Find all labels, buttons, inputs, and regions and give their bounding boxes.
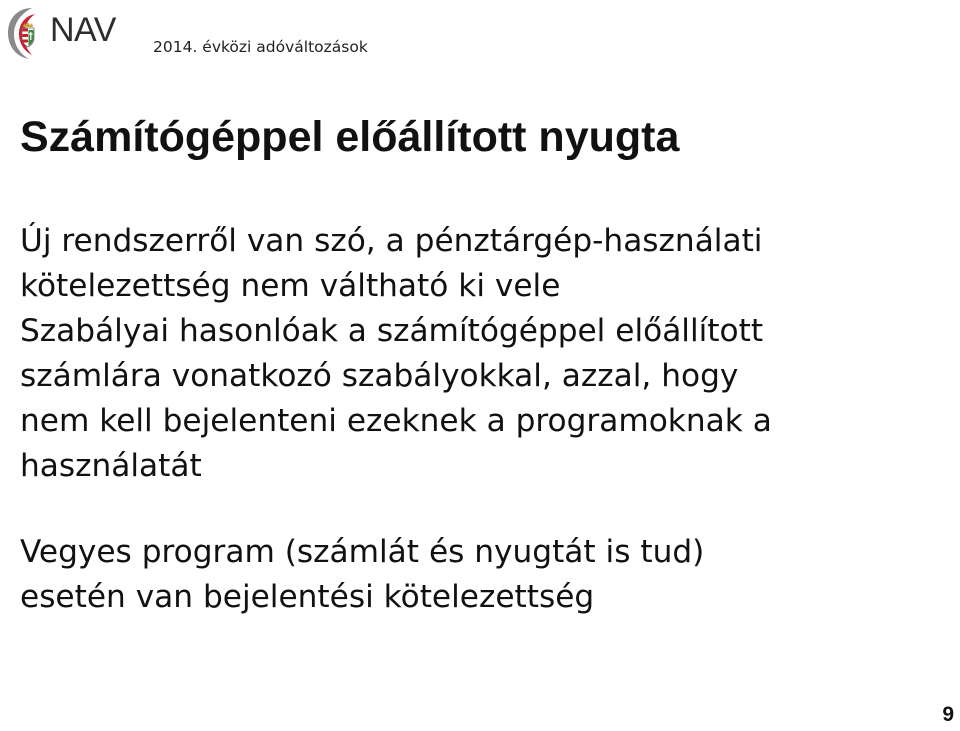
slide-header xyxy=(0,0,960,70)
nav-logo xyxy=(2,4,124,64)
body-line: Vegyes program (számlát és nyugtát is tud) xyxy=(20,534,705,570)
body-paragraph-1 xyxy=(20,219,772,489)
header-subtitle: 2014. évközi adóváltozások xyxy=(153,38,368,56)
nav-crest-icon xyxy=(2,4,42,62)
slide-title: Számítógéppel előállított nyugta xyxy=(20,113,680,161)
body-paragraph-2 xyxy=(20,530,704,620)
body-line: nem kell bejelenteni ezeknek a programoknak a xyxy=(20,403,772,439)
page-number: 9 xyxy=(942,703,954,726)
nav-logo-text: NAV xyxy=(50,11,116,49)
body-line: számlára vonatkozó szabályokkal, azzal, hogy xyxy=(20,358,739,394)
body-line: Új rendszerről van szó, a pénztárgép-használati xyxy=(20,223,763,259)
body-line: Szabályai hasonlóak a számítógéppel előállított xyxy=(20,313,764,349)
body-line: használatát xyxy=(20,448,202,484)
body-line: esetén van bejelentési kötelezettség xyxy=(20,579,595,615)
body-line: kötelezettség nem váltható ki vele xyxy=(20,268,561,304)
